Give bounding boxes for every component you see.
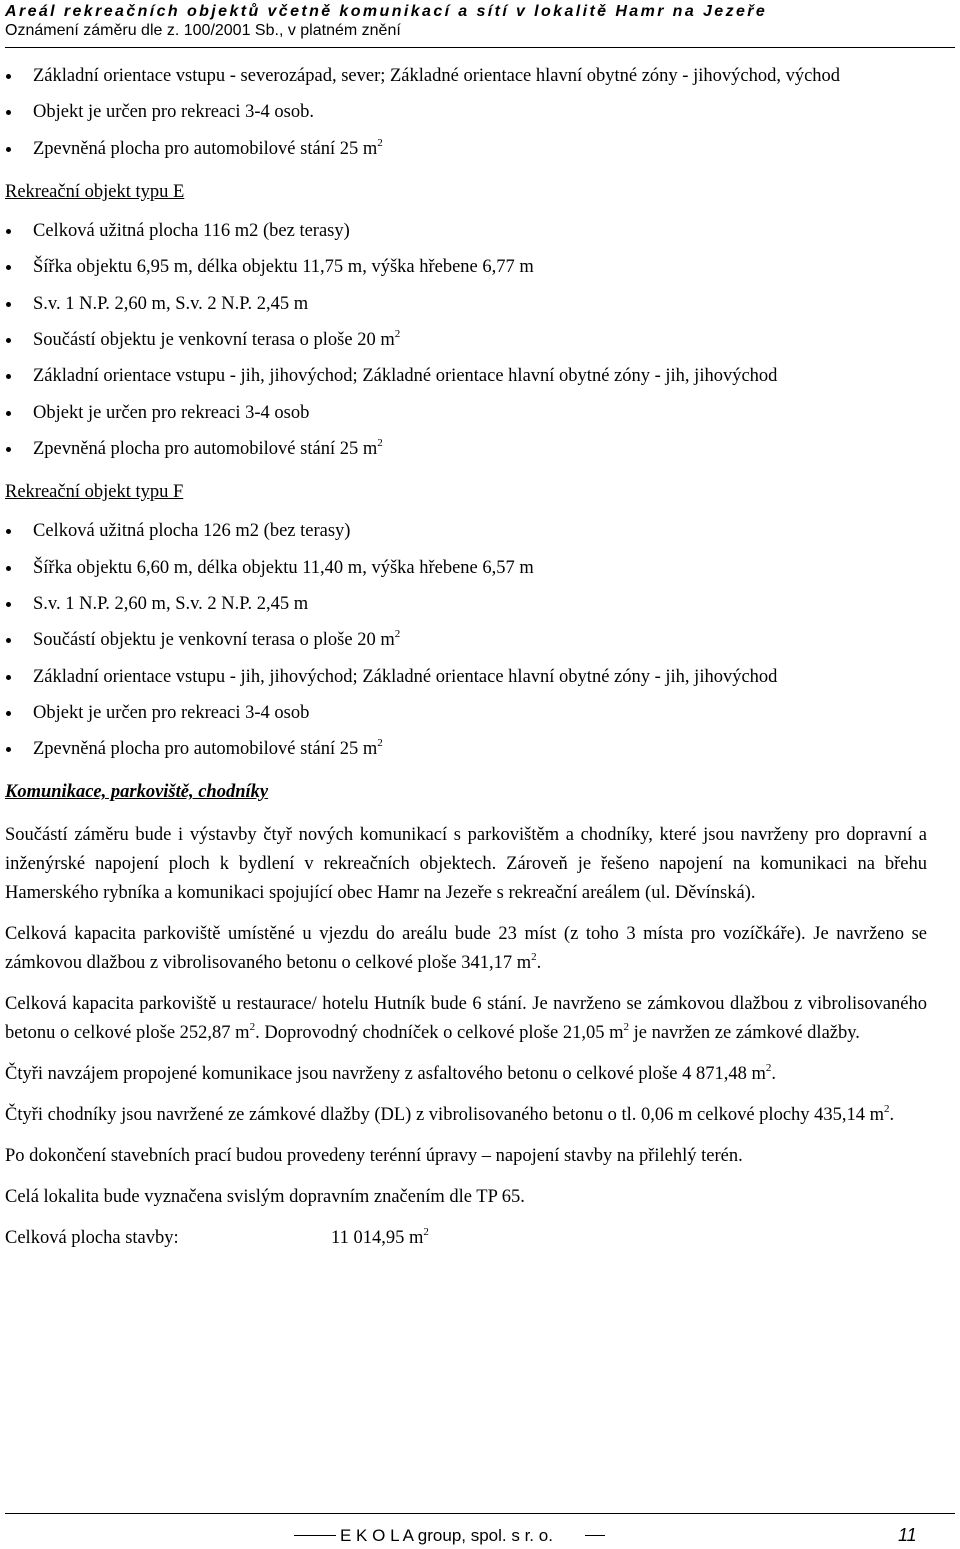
total-area-value: 11 014,95 m bbox=[331, 1228, 424, 1249]
type-f-list bbox=[5, 517, 927, 764]
list-item: Objekt je určen pro rekreaci 3-4 osob bbox=[5, 399, 927, 428]
paragraph: Celá lokalita bude vyznačena svislým dopravním značením dle TP 65. bbox=[5, 1187, 525, 1208]
list-item: S.v. 1 N.P. 2,60 m, S.v. 2 N.P. 2,45 m bbox=[5, 590, 927, 619]
superscript: 2 bbox=[377, 437, 383, 450]
paragraph: Po dokončení stavebních prací budou provedeny terénní úpravy – napojení stavby na přilehlý terén. bbox=[5, 1146, 743, 1167]
paragraph: Součástí záměru bude i výstavby čtyř nových komunikací s parkovištěm a chodníky, které jsou navrženy pro dopravní a inženýrské napojení ploch k bydlení v rekreačních objektech. Zároveň je řešeno napojení na komunikaci na břehu Hamerského rybníka a komunikaci spojující obec Hamr na Jezeře s rekreační areálem (ul. Děvínská). bbox=[5, 825, 927, 904]
footer-dash-left bbox=[294, 1535, 336, 1536]
document-body bbox=[5, 62, 927, 1253]
footer-divider bbox=[5, 1513, 955, 1514]
list-item: Celková užitná plocha 116 m2 (bez terasy) bbox=[5, 217, 927, 246]
heading-type-e: Rekreační objekt typu E bbox=[5, 181, 185, 202]
intro-list bbox=[5, 62, 927, 164]
list-item: Objekt je určen pro rekreaci 3-4 osob. bbox=[5, 98, 927, 127]
superscript: 2 bbox=[623, 1021, 629, 1034]
list-item: Součástí objektu je venkovní terasa o ploše 20 $m^2$ bbox=[5, 626, 927, 655]
total-area-label: Celková plocha stavby: bbox=[5, 1228, 179, 1249]
superscript: 2 bbox=[394, 628, 401, 641]
superscript: 2 bbox=[423, 1226, 429, 1239]
footer-dash-right bbox=[585, 1535, 605, 1536]
list-item: Zpevněná plocha pro automobilové stání 25 $m^2$ bbox=[5, 435, 927, 464]
list-item: Zpevněná plocha pro automobilové stání 25 $m^2$ bbox=[5, 135, 927, 164]
footer-company: E K O L A group, spol. s r. o. bbox=[340, 1526, 553, 1545]
heading-type-f: Rekreační objekt typu F bbox=[5, 482, 184, 503]
list-item: Šířka objektu 6,95 m, délka objektu 11,75 m, výška hřebene 6,77 m bbox=[5, 253, 927, 282]
superscript: 2 bbox=[249, 1021, 256, 1034]
total-area-row bbox=[5, 1224, 927, 1253]
list-item: Šířka objektu 6,60 m, délka objektu 11,40 m, výška hřebene 6,57 m bbox=[5, 554, 927, 583]
list-item: Základní orientace vstupu - jih, jihovýchod; Základné orientace hlavní obytné zóny - jih, jihovýchod bbox=[5, 362, 927, 391]
list-item: Součástí objektu je venkovní terasa o ploše 20 $m^2$ bbox=[5, 326, 927, 355]
page-number: 11 bbox=[898, 1525, 917, 1545]
section-heading: Komunikace, parkoviště, chodníky bbox=[5, 782, 269, 803]
superscript: 2 bbox=[884, 1103, 890, 1116]
document-subtitle: Oznámení záměru dle z. 100/2001 Sb., v platném znění bbox=[5, 22, 401, 39]
list-item: Celková užitná plocha 126 m2 (bez terasy) bbox=[5, 517, 927, 546]
list-item: S.v. 1 N.P. 2,60 m, S.v. 2 N.P. 2,45 m bbox=[5, 290, 927, 319]
document-title: Areál rekreačních objektů včetně komunikací a sítí v lokalitě Hamr na Jezeře bbox=[5, 3, 768, 20]
type-e-list bbox=[5, 217, 927, 464]
paragraph: Celková kapacita parkoviště u restaurace/ hotelu Hutník bude 6 stání. Je navrženo se zámkovou dlažbou z vibrolisovaného betonu o celkové ploše 252,87 $m^2$. Doprovodný chodníček o celkové ploše 21,05 $m^2$ je navržen ze zámkové dlažby. bbox=[5, 994, 927, 1044]
list-item: Základní orientace vstupu - severozápad, sever; Základné orientace hlavní obytné zóny - jihovýchod, východ bbox=[5, 62, 927, 91]
paragraph: Celková kapacita parkoviště umístěné u vjezdu do areálu bude 23 míst (z toho 3 místa pro vozíčkáře). Je navrženo se zámkovou dlažbou z vibrolisovaného betonu o celkové ploše 341,17 $m^2$. bbox=[5, 924, 927, 974]
paragraph: Čtyři navzájem propojené komunikace jsou navrženy z asfaltového betonu o celkové ploše 4 871,48 $m^2$. bbox=[5, 1062, 776, 1085]
superscript: 2 bbox=[377, 136, 383, 149]
list-item: Objekt je určen pro rekreaci 3-4 osob bbox=[5, 699, 927, 728]
paragraph: Čtyři chodníky jsou navržené ze zámkové dlažby (DL) z vibrolisovaného betonu o tl. 0,06 m celkové plochy 435,14 $m^2$. bbox=[5, 1103, 895, 1126]
page-footer bbox=[0, 1523, 922, 1547]
superscript: 2 bbox=[531, 951, 537, 964]
superscript: 2 bbox=[765, 1062, 772, 1075]
list-item: Zpevněná plocha pro automobilové stání 25 $m^2$ bbox=[5, 735, 927, 764]
superscript: 2 bbox=[394, 327, 401, 340]
superscript: 2 bbox=[377, 737, 383, 750]
page-header bbox=[5, 0, 955, 48]
list-item: Základní orientace vstupu - jih, jihovýchod; Základné orientace hlavní obytné zóny - jih, jihovýchod bbox=[5, 663, 927, 692]
